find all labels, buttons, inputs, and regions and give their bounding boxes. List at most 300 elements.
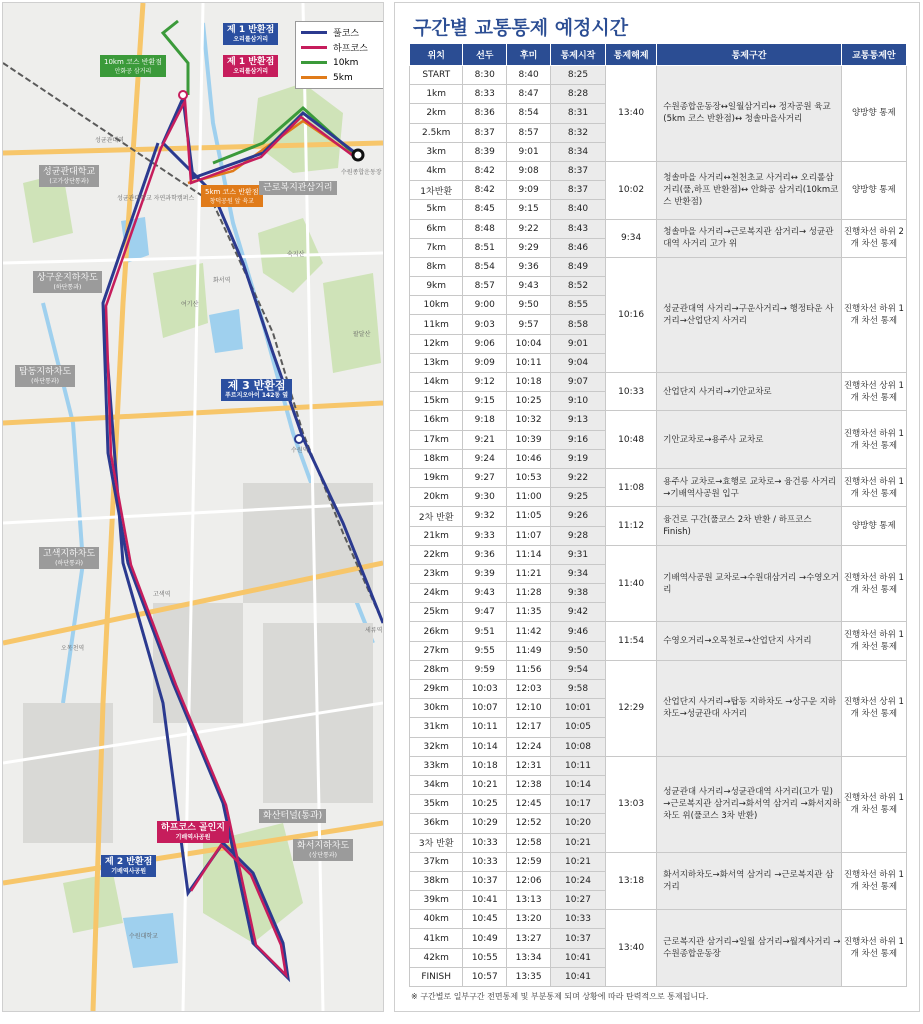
cell-control-start: 9:58 bbox=[550, 680, 605, 699]
cell-lead: 10:57 bbox=[463, 967, 507, 986]
course-map bbox=[2, 2, 384, 1012]
cell-lead: 10:55 bbox=[463, 948, 507, 967]
cell-control-plan: 양방향 통제 bbox=[841, 507, 906, 545]
cell-lead: 10:21 bbox=[463, 775, 507, 794]
cell-control-start: 9:38 bbox=[550, 584, 605, 603]
map-legend bbox=[295, 21, 384, 89]
turn10k-label: 10km 코스 반환점 안화공 삼거리 bbox=[100, 55, 166, 77]
cell-section: 수원종합운동장↔일월삼거리↔ 정자공원 육교(5km 코스 반환점)↔ 청솔마을사거리 bbox=[657, 66, 841, 162]
cell-tail: 10:25 bbox=[507, 392, 551, 411]
place-label: 팔달산 bbox=[353, 331, 371, 338]
cell-position: 38km bbox=[410, 871, 463, 890]
start-finish-marker bbox=[353, 150, 363, 160]
cell-control-start: 9:25 bbox=[550, 488, 605, 507]
cell-tail: 9:50 bbox=[507, 296, 551, 315]
cell-lead: 9:30 bbox=[463, 488, 507, 507]
cell-tail: 9:01 bbox=[507, 142, 551, 161]
cell-section: 성균관대 사거리→성균관대역 사거리(고가 밑) →근로복지관 삼거리→화서역 삼거리 →화서지하차도 위(풀코스 3차 반환) bbox=[657, 756, 841, 852]
cell-position: 11km bbox=[410, 315, 463, 334]
cell-tail: 10:32 bbox=[507, 411, 551, 430]
cell-tail: 11:21 bbox=[507, 564, 551, 583]
legend-item bbox=[301, 70, 381, 85]
cell-section: 기배역사공원 교차로→수원대삼거리 →수영오거리 bbox=[657, 545, 841, 622]
cell-lead: 8:48 bbox=[463, 219, 507, 238]
cell-control-start: 10:21 bbox=[550, 852, 605, 871]
table-row bbox=[410, 507, 907, 526]
cell-lead: 8:51 bbox=[463, 238, 507, 257]
cell-tail: 9:22 bbox=[507, 219, 551, 238]
cell-control-start: 10:17 bbox=[550, 795, 605, 814]
place-label: 성균관대학교 자연과학캠퍼스 bbox=[117, 195, 195, 202]
cell-control-plan: 진행차선 하위 1개 차선 통제 bbox=[841, 257, 906, 372]
cell-tail: 8:40 bbox=[507, 66, 551, 85]
gray-label-tunnel: 화산터널(통과) bbox=[259, 809, 326, 823]
cell-lead: 10:29 bbox=[463, 814, 507, 833]
cell-tail: 10:39 bbox=[507, 430, 551, 449]
cell-position: 25km bbox=[410, 603, 463, 622]
cell-tail: 10:46 bbox=[507, 449, 551, 468]
legend-label: 하프코스 bbox=[333, 44, 368, 54]
cell-position: 5km bbox=[410, 200, 463, 219]
col-header: 통제시작 bbox=[550, 44, 605, 66]
cell-tail: 9:09 bbox=[507, 181, 551, 200]
cell-position: 2km bbox=[410, 104, 463, 123]
cell-position: 27km bbox=[410, 641, 463, 660]
cell-tail: 13:20 bbox=[507, 910, 551, 929]
cell-tail: 11:00 bbox=[507, 488, 551, 507]
cell-section: 청솔마을 사거리↔천천초교 사거리↔ 오리롤삼거리(풀,하프 반환점)↔ 안화공 삼거리(10km코스 반환점) bbox=[657, 161, 841, 219]
cell-release: 11:12 bbox=[606, 507, 657, 545]
cell-tail: 10:53 bbox=[507, 468, 551, 487]
cell-control-start: 10:20 bbox=[550, 814, 605, 833]
cell-lead: 9:59 bbox=[463, 660, 507, 679]
legend-swatch bbox=[301, 61, 327, 64]
place-label: 여기산 bbox=[181, 301, 199, 308]
table-row bbox=[410, 660, 907, 679]
cell-position: 21km bbox=[410, 526, 463, 545]
cell-control-start: 10:01 bbox=[550, 699, 605, 718]
cell-position: 1차반환 bbox=[410, 181, 463, 200]
col-header: 교통통제안 bbox=[841, 44, 906, 66]
cell-control-start: 9:26 bbox=[550, 507, 605, 526]
gray-label-hwaseo: 화서지하차도 (상단통과) bbox=[293, 839, 353, 861]
table-row bbox=[410, 411, 907, 430]
cell-control-start: 9:46 bbox=[550, 622, 605, 641]
cell-section: 산업단지 사거리→탑동 지하차도 →상구운 지하차도→성균관대 사거리 bbox=[657, 660, 841, 756]
table-row bbox=[410, 756, 907, 775]
cell-lead: 10:49 bbox=[463, 929, 507, 948]
cell-tail: 8:47 bbox=[507, 85, 551, 104]
cell-control-plan: 양방향 통제 bbox=[841, 161, 906, 219]
cell-position: 36km bbox=[410, 814, 463, 833]
cell-lead: 10:33 bbox=[463, 833, 507, 852]
cell-position: 3차 반환 bbox=[410, 833, 463, 852]
cell-position: 3km bbox=[410, 142, 463, 161]
cell-position: 7km bbox=[410, 238, 463, 257]
cell-tail: 12:06 bbox=[507, 871, 551, 890]
cell-tail: 12:03 bbox=[507, 680, 551, 699]
cell-control-start: 9:13 bbox=[550, 411, 605, 430]
place-label: 고색역 bbox=[153, 591, 171, 598]
cell-tail: 11:28 bbox=[507, 584, 551, 603]
cell-section: 화서지하차도→화서역 삼거리 →근로복지관 삼거리 bbox=[657, 852, 841, 910]
legend-label: 풀코스 bbox=[333, 29, 360, 39]
cell-position: 10km bbox=[410, 296, 463, 315]
turn5k-label: 5km 코스 반환점 창덕공원 앞 육교 bbox=[201, 185, 263, 207]
cell-control-start: 9:16 bbox=[550, 430, 605, 449]
turn3-marker bbox=[295, 435, 303, 443]
cell-control-plan: 진행차선 하위 1개 차선 통제 bbox=[841, 411, 906, 469]
cell-control-start: 10:37 bbox=[550, 929, 605, 948]
cell-release: 10:02 bbox=[606, 161, 657, 219]
cell-section: 산업단지 사거리→기안교차로 bbox=[657, 373, 841, 411]
cell-control-start: 10:14 bbox=[550, 775, 605, 794]
cell-control-start: 10:41 bbox=[550, 967, 605, 986]
half-finish-label: 하프코스 골인지 기배역사공원 bbox=[157, 821, 229, 843]
cell-release: 10:16 bbox=[606, 257, 657, 372]
cell-control-start: 8:32 bbox=[550, 123, 605, 142]
schedule-body bbox=[410, 66, 907, 987]
cell-release: 13:18 bbox=[606, 852, 657, 910]
table-row bbox=[410, 161, 907, 180]
cell-tail: 12:58 bbox=[507, 833, 551, 852]
cell-control-start: 10:33 bbox=[550, 910, 605, 929]
cell-lead: 8:57 bbox=[463, 277, 507, 296]
table-row bbox=[410, 910, 907, 929]
col-header: 선두 bbox=[463, 44, 507, 66]
cell-lead: 9:33 bbox=[463, 526, 507, 545]
gray-label-skku: 성균관대학교 (고가상단통과) bbox=[39, 165, 99, 187]
cell-tail: 13:35 bbox=[507, 967, 551, 986]
cell-control-start: 8:58 bbox=[550, 315, 605, 334]
cell-position: 24km bbox=[410, 584, 463, 603]
cell-position: 31km bbox=[410, 718, 463, 737]
cell-release: 10:33 bbox=[606, 373, 657, 411]
cell-release: 10:48 bbox=[606, 411, 657, 469]
cell-control-start: 8:46 bbox=[550, 238, 605, 257]
cell-tail: 12:45 bbox=[507, 795, 551, 814]
cell-lead: 9:18 bbox=[463, 411, 507, 430]
cell-control-plan: 진행차선 하위 1개 차선 통제 bbox=[841, 852, 906, 910]
cell-tail: 12:31 bbox=[507, 756, 551, 775]
cell-lead: 9:55 bbox=[463, 641, 507, 660]
cell-control-start: 8:40 bbox=[550, 200, 605, 219]
urban-blocks bbox=[23, 483, 373, 843]
legend-swatch bbox=[301, 46, 327, 49]
cell-control-plan: 진행차선 하위 1개 차선 통제 bbox=[841, 622, 906, 660]
cell-tail: 10:11 bbox=[507, 353, 551, 372]
table-row bbox=[410, 257, 907, 276]
cell-position: 9km bbox=[410, 277, 463, 296]
cell-release: 9:34 bbox=[606, 219, 657, 257]
col-header: 위치 bbox=[410, 44, 463, 66]
cell-tail: 11:42 bbox=[507, 622, 551, 641]
cell-position: START bbox=[410, 66, 463, 85]
cell-control-start: 8:25 bbox=[550, 66, 605, 85]
cell-control-start: 9:50 bbox=[550, 641, 605, 660]
cell-lead: 9:43 bbox=[463, 584, 507, 603]
cell-control-start: 9:34 bbox=[550, 564, 605, 583]
cell-position: 39km bbox=[410, 891, 463, 910]
cell-tail: 8:57 bbox=[507, 123, 551, 142]
cell-section: 청솔마을 사거리→근로복지관 삼거리→ 성균관대역 사거리 고가 위 bbox=[657, 219, 841, 257]
cell-lead: 9:12 bbox=[463, 373, 507, 392]
cell-control-plan: 진행차선 하위 2개 차선 통제 bbox=[841, 219, 906, 257]
page-title: 구간별 교통통제 예정시간 bbox=[413, 17, 629, 39]
cell-control-start: 9:10 bbox=[550, 392, 605, 411]
table-row bbox=[410, 373, 907, 392]
cell-tail: 12:59 bbox=[507, 852, 551, 871]
cell-tail: 11:56 bbox=[507, 660, 551, 679]
turn3-label: 제 3 반환점 푸르지오아이 142동 옆 bbox=[221, 379, 292, 401]
cell-lead: 8:36 bbox=[463, 104, 507, 123]
legend-item bbox=[301, 25, 381, 40]
table-row bbox=[410, 468, 907, 487]
cell-position: 22km bbox=[410, 545, 463, 564]
cell-position: 12km bbox=[410, 334, 463, 353]
cell-control-start: 8:28 bbox=[550, 85, 605, 104]
cell-position: 4km bbox=[410, 161, 463, 180]
legend-swatch bbox=[301, 76, 327, 79]
cell-tail: 11:14 bbox=[507, 545, 551, 564]
cell-lead: 10:45 bbox=[463, 910, 507, 929]
cell-control-start: 10:27 bbox=[550, 891, 605, 910]
col-header: 통제해제 bbox=[606, 44, 657, 66]
cell-tail: 11:05 bbox=[507, 507, 551, 526]
cell-tail: 13:27 bbox=[507, 929, 551, 948]
place-label: 숙지산 bbox=[287, 251, 305, 258]
cell-position: 41km bbox=[410, 929, 463, 948]
place-label: 화서역 bbox=[213, 277, 231, 284]
cell-tail: 10:18 bbox=[507, 373, 551, 392]
cell-control-start: 10:21 bbox=[550, 833, 605, 852]
cell-section: 수영오거리→오목천로→산업단지 사거리 bbox=[657, 622, 841, 660]
cell-lead: 9:06 bbox=[463, 334, 507, 353]
gray-label-gosaek: 고색지하차도 (하단통과) bbox=[39, 547, 99, 569]
turn1-marker bbox=[179, 91, 187, 99]
cell-control-plan: 진행차선 상위 1개 차선 통제 bbox=[841, 660, 906, 756]
cell-tail: 9:15 bbox=[507, 200, 551, 219]
cell-position: 35km bbox=[410, 795, 463, 814]
cell-position: 1km bbox=[410, 85, 463, 104]
legend-item bbox=[301, 55, 381, 70]
cell-release: 13:40 bbox=[606, 910, 657, 987]
turn1-label-blue: 제 1 반환점 오리롤삼거리 bbox=[223, 23, 278, 45]
cell-control-start: 9:01 bbox=[550, 334, 605, 353]
cell-control-plan: 진행차선 상위 1개 차선 통제 bbox=[841, 373, 906, 411]
cell-position: 16km bbox=[410, 411, 463, 430]
place-label: 세류역 bbox=[365, 627, 383, 634]
cell-control-start: 9:28 bbox=[550, 526, 605, 545]
cell-tail: 9:57 bbox=[507, 315, 551, 334]
gray-label-welfare: 근로복지관삼거리 bbox=[259, 181, 337, 195]
cell-lead: 9:36 bbox=[463, 545, 507, 564]
table-row bbox=[410, 219, 907, 238]
cell-position: 8km bbox=[410, 257, 463, 276]
schedule-panel bbox=[394, 2, 920, 1012]
cell-control-start: 9:31 bbox=[550, 545, 605, 564]
cell-position: 17km bbox=[410, 430, 463, 449]
legend-item bbox=[301, 40, 381, 55]
place-label: 성균관대역 bbox=[95, 137, 124, 144]
cell-control-start: 10:05 bbox=[550, 718, 605, 737]
cell-lead: 9:24 bbox=[463, 449, 507, 468]
cell-position: 18km bbox=[410, 449, 463, 468]
table-row bbox=[410, 852, 907, 871]
cell-section: 융건로 구간(풀코스 2차 반환 / 하프코스 Finish) bbox=[657, 507, 841, 545]
cell-release: 12:29 bbox=[606, 660, 657, 756]
cell-control-plan: 양방향 통제 bbox=[841, 66, 906, 162]
cell-position: 13km bbox=[410, 353, 463, 372]
cell-release: 11:40 bbox=[606, 545, 657, 622]
cell-position: 42km bbox=[410, 948, 463, 967]
cell-tail: 10:04 bbox=[507, 334, 551, 353]
cell-lead: 8:45 bbox=[463, 200, 507, 219]
cell-lead: 9:00 bbox=[463, 296, 507, 315]
cell-lead: 9:32 bbox=[463, 507, 507, 526]
cell-lead: 9:15 bbox=[463, 392, 507, 411]
cell-release: 11:54 bbox=[606, 622, 657, 660]
cell-tail: 13:13 bbox=[507, 891, 551, 910]
cell-control-plan: 진행차선 하위 1개 차선 통제 bbox=[841, 756, 906, 852]
cell-position: 40km bbox=[410, 910, 463, 929]
cell-lead: 9:51 bbox=[463, 622, 507, 641]
place-label: 수원대학교 bbox=[129, 933, 158, 940]
cell-position: 2.5km bbox=[410, 123, 463, 142]
turn1-label-red: 제 1 반환점 오리롤삼거리 bbox=[223, 55, 278, 77]
cell-control-start: 8:34 bbox=[550, 142, 605, 161]
cell-lead: 8:37 bbox=[463, 123, 507, 142]
place-label: 수원역 bbox=[291, 447, 309, 454]
cell-lead: 10:07 bbox=[463, 699, 507, 718]
cell-control-start: 8:37 bbox=[550, 181, 605, 200]
cell-section: 성균관대역 사거리→구운사거리→ 행정타운 사거리→산업단지 사거리 bbox=[657, 257, 841, 372]
cell-position: FINISH bbox=[410, 967, 463, 986]
cell-control-plan: 진행차선 하위 1개 차선 통제 bbox=[841, 468, 906, 506]
cell-tail: 12:17 bbox=[507, 718, 551, 737]
cell-tail: 8:54 bbox=[507, 104, 551, 123]
table-row bbox=[410, 66, 907, 85]
cell-lead: 9:21 bbox=[463, 430, 507, 449]
cell-control-start: 9:22 bbox=[550, 468, 605, 487]
cell-lead: 10:33 bbox=[463, 852, 507, 871]
cell-control-start: 10:24 bbox=[550, 871, 605, 890]
cell-tail: 11:07 bbox=[507, 526, 551, 545]
cell-tail: 9:29 bbox=[507, 238, 551, 257]
cell-lead: 10:25 bbox=[463, 795, 507, 814]
cell-control-start: 8:37 bbox=[550, 161, 605, 180]
cell-lead: 10:18 bbox=[463, 756, 507, 775]
cell-release: 13:03 bbox=[606, 756, 657, 852]
cell-section: 기안교차로→용주사 교차로 bbox=[657, 411, 841, 469]
cell-position: 29km bbox=[410, 680, 463, 699]
table-row bbox=[410, 622, 907, 641]
footnote: ※ 구간별로 일부구간 전면통제 및 부분통제 되며 상황에 따라 탄력적으로 통제됩니다. bbox=[411, 992, 709, 1001]
table-row bbox=[410, 545, 907, 564]
cell-position: 28km bbox=[410, 660, 463, 679]
cell-position: 34km bbox=[410, 775, 463, 794]
cell-lead: 10:14 bbox=[463, 737, 507, 756]
cell-tail: 12:52 bbox=[507, 814, 551, 833]
place-label: 오목천역 bbox=[61, 645, 85, 652]
cell-release: 11:08 bbox=[606, 468, 657, 506]
cell-lead: 9:39 bbox=[463, 564, 507, 583]
cell-control-start: 10:41 bbox=[550, 948, 605, 967]
cell-lead: 8:33 bbox=[463, 85, 507, 104]
cell-position: 19km bbox=[410, 468, 463, 487]
cell-tail: 11:35 bbox=[507, 603, 551, 622]
cell-lead: 10:11 bbox=[463, 718, 507, 737]
cell-control-start: 10:11 bbox=[550, 756, 605, 775]
cell-lead: 10:03 bbox=[463, 680, 507, 699]
cell-control-start: 8:49 bbox=[550, 257, 605, 276]
cell-control-start: 9:04 bbox=[550, 353, 605, 372]
cell-lead: 9:03 bbox=[463, 315, 507, 334]
cell-position: 33km bbox=[410, 756, 463, 775]
cell-release: 13:40 bbox=[606, 66, 657, 162]
cell-lead: 9:47 bbox=[463, 603, 507, 622]
cell-position: 37km bbox=[410, 852, 463, 871]
cell-tail: 13:34 bbox=[507, 948, 551, 967]
cell-tail: 12:24 bbox=[507, 737, 551, 756]
cell-position: 23km bbox=[410, 564, 463, 583]
turn2-label: 제 2 반환점 기배역사공원 bbox=[101, 855, 156, 877]
cell-lead: 9:09 bbox=[463, 353, 507, 372]
cell-lead: 9:27 bbox=[463, 468, 507, 487]
legend-swatch bbox=[301, 31, 327, 34]
cell-control-start: 9:19 bbox=[550, 449, 605, 468]
cell-position: 30km bbox=[410, 699, 463, 718]
cell-tail: 9:43 bbox=[507, 277, 551, 296]
cell-position: 14km bbox=[410, 373, 463, 392]
cell-lead: 10:41 bbox=[463, 891, 507, 910]
cell-position: 15km bbox=[410, 392, 463, 411]
legend-label: 5km bbox=[333, 72, 353, 83]
cell-lead: 10:37 bbox=[463, 871, 507, 890]
cell-lead: 8:30 bbox=[463, 66, 507, 85]
cell-position: 6km bbox=[410, 219, 463, 238]
place-label: 수원종합운동장 bbox=[341, 169, 382, 176]
cell-position: 20km bbox=[410, 488, 463, 507]
cell-lead: 8:39 bbox=[463, 142, 507, 161]
cell-control-start: 8:31 bbox=[550, 104, 605, 123]
cell-control-start: 9:54 bbox=[550, 660, 605, 679]
cell-lead: 8:42 bbox=[463, 181, 507, 200]
cell-lead: 8:54 bbox=[463, 257, 507, 276]
cell-control-start: 10:08 bbox=[550, 737, 605, 756]
cell-tail: 9:36 bbox=[507, 257, 551, 276]
cell-control-start: 9:07 bbox=[550, 373, 605, 392]
cell-position: 2차 반환 bbox=[410, 507, 463, 526]
schedule-table bbox=[409, 43, 907, 987]
cell-control-plan: 진행차선 하위 1개 차선 통제 bbox=[841, 910, 906, 987]
col-header: 후미 bbox=[507, 44, 551, 66]
cell-position: 26km bbox=[410, 622, 463, 641]
cell-position: 32km bbox=[410, 737, 463, 756]
cell-control-start: 8:43 bbox=[550, 219, 605, 238]
cell-tail: 12:10 bbox=[507, 699, 551, 718]
cell-lead: 8:42 bbox=[463, 161, 507, 180]
cell-tail: 12:38 bbox=[507, 775, 551, 794]
table-header-row bbox=[410, 44, 907, 66]
cell-section: 용주사 교차로→효행로 교차로→ 융건릉 사거리→기배역사공원 입구 bbox=[657, 468, 841, 506]
legend-label: 10km bbox=[333, 57, 359, 68]
cell-section: 근로복지관 삼거리→일월 삼거리→월계사거리 →수원종합운동장 bbox=[657, 910, 841, 987]
cell-tail: 11:49 bbox=[507, 641, 551, 660]
col-header: 통제구간 bbox=[657, 44, 841, 66]
cell-tail: 9:08 bbox=[507, 161, 551, 180]
gray-label-tapdong: 탑동지하차도 (하단통과) bbox=[15, 365, 75, 387]
